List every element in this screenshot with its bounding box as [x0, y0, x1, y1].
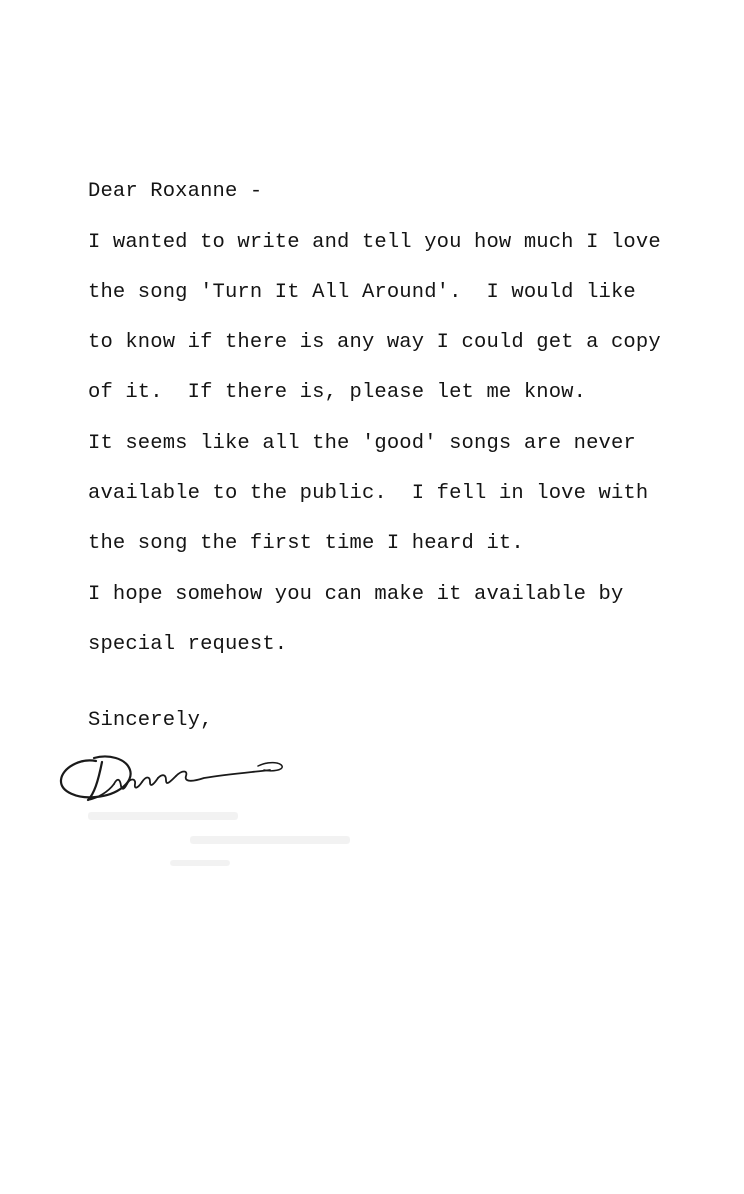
- body-line-6: available to the public. I fell in love with: [88, 482, 649, 505]
- body-line-1: I wanted to write and tell you how much I love: [88, 231, 661, 254]
- body-line-5: It seems like all the 'good' songs are never: [88, 432, 636, 455]
- salutation: Dear Roxanne -: [88, 180, 263, 203]
- body-line-2: the song 'Turn It All Around'. I would like: [88, 281, 636, 304]
- body-line-8: I hope somehow you can make it available by: [88, 583, 624, 606]
- body-line-4: of it. If there is, please let me know.: [88, 381, 587, 404]
- body-line-3: to know if there is any way I could get a copy: [88, 331, 661, 354]
- handwritten-signature: [58, 748, 290, 812]
- body-line-7: the song the first time I heard it.: [88, 532, 524, 555]
- closing: Sincerely,: [88, 709, 213, 732]
- faded-typed-text: [80, 808, 370, 878]
- body-line-9: special request.: [88, 633, 288, 656]
